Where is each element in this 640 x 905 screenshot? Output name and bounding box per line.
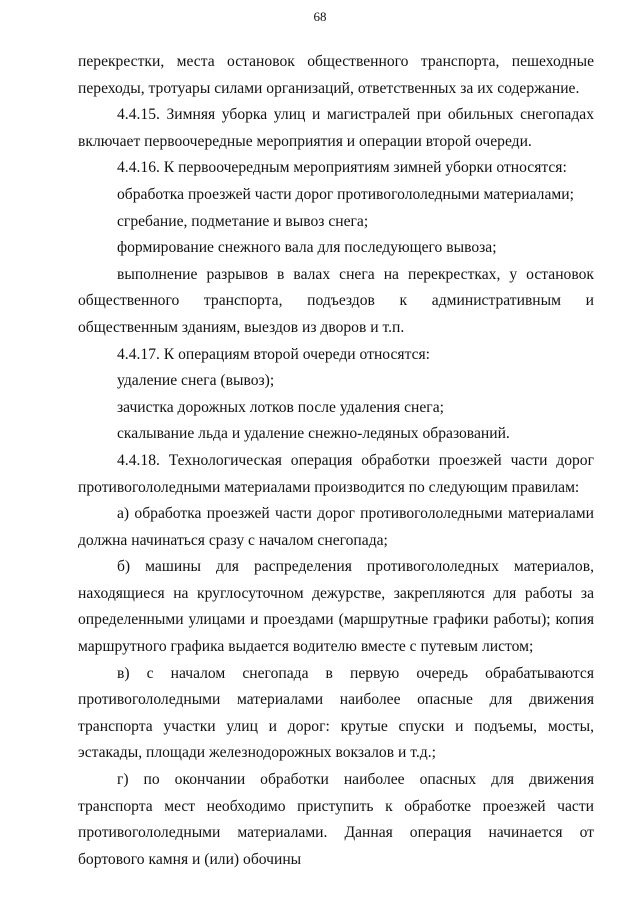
document-body	[78, 49, 594, 873]
list-item: скалывание льда и удаление снежно-ледяных образований.	[117, 425, 510, 443]
list-item: сгребание, подметание и вывоз снега;	[117, 212, 369, 230]
rule-item-a: а) обработка проезжей части дорог противогололедными материалами должна начинаться сразу с началом снегопада;	[78, 505, 594, 549]
list-item: формирование снежного вала для последующего вывоза;	[117, 239, 497, 257]
list-item: зачистка дорожных лотков после удаления снега;	[117, 398, 444, 416]
paragraph-4-4-17: 4.4.17. К операциям второй очереди относятся:	[117, 345, 431, 363]
list-item: выполнение разрывов в валах снега на перекрестках, у остановок общественного транспорта, подъездов к административным и общественным зданиям, выездов из дворов и т.п.	[78, 265, 594, 336]
paragraph-continuation: перекрестки, места остановок общественного транспорта, пешеходные переходы, тротуары силами организаций, ответственных за их содержание.	[78, 53, 594, 97]
rule-item-g: г) по окончании обработки наиболее опасных для движения транспорта мест необходимо приступить к обработке проезжей части противогололедными материалами. Данная операция начинается от бортового камня и (или) обочины	[78, 771, 594, 868]
list-item: удаление снега (вывоз);	[117, 372, 275, 390]
paragraph-4-4-15: 4.4.15. Зимняя уборка улиц и магистралей при обильных снегопадах включает первоочередные мероприятия и операции второй очереди.	[78, 106, 594, 150]
paragraph-4-4-18: 4.4.18. Технологическая операция обработки проезжей части дорог противогололедными материалами производится по следующим правилам:	[78, 451, 594, 496]
rule-item-v: в) с началом снегопада в первую очередь обрабатываются противогололедными материалами наиболее опасные для движения транспорта участки улиц и дорог: крутые спуски и подъемы, мосты, эстакады, площади железнодорожных вокзалов и т.д.;	[78, 664, 594, 762]
page-number: 68	[313, 9, 327, 24]
list-item: обработка проезжей части дорог противогололедными материалами;	[117, 185, 574, 203]
paragraph-4-4-16: 4.4.16. К первоочередным мероприятиям зимней уборки относятся:	[117, 159, 567, 177]
rule-item-b: б) машины для распределения противогололедных материалов, находящиеся на круглосуточном дежурстве, закрепляются для работы за определенными улицами и проездами (маршрутные графики работы); копия маршрутного графика выдается водителю вместе с путевым листом;	[78, 558, 594, 656]
